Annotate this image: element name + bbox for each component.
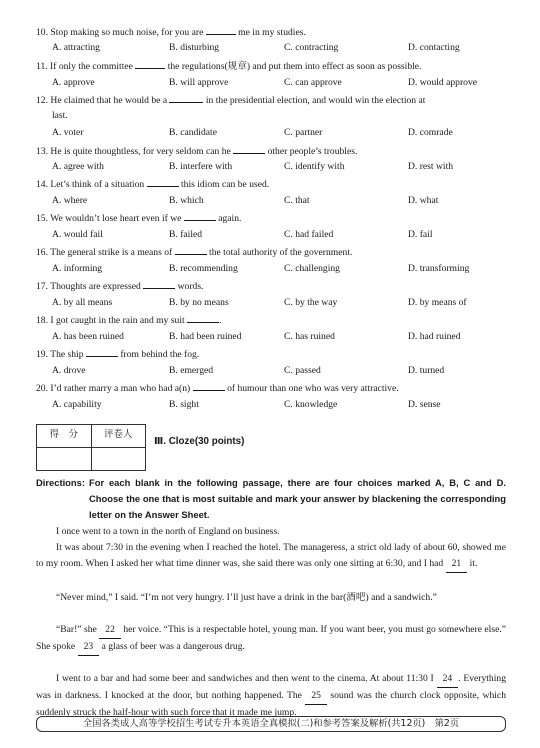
options-19 [52,365,522,377]
paragraph-text: I once went to a town in the north of England on business. [56,526,280,537]
question-20 [36,382,514,395]
directions [36,475,506,523]
question-text: 11. If only the committee [36,61,133,72]
passage-paragraph [36,590,506,606]
option-b: B. which [169,195,204,206]
passage-paragraph [36,524,506,540]
option-a: A. by all means [52,297,113,308]
question-text: 14. Let’s think of a situation [36,179,145,190]
paragraph-text: . Everything was in darkness. I knocked at the door, but nothing happened. The [36,673,506,701]
question-text: 10. Stop making so much noise, for you are [36,27,204,38]
options-10 [52,42,522,54]
paragraph-text: a glass of beer was a dangerous drug. [101,641,245,652]
question-16 [36,246,514,259]
answer-blank [135,60,165,69]
question-text: the regulations(规章) and put them into effect as soon as possible. [167,61,422,72]
option-c: C. that [284,195,310,206]
option-d: D. transforming [408,263,470,274]
options-11 [52,77,522,89]
answer-blank [175,246,207,255]
paragraph-text: her voice. “This is a respectable hotel, young man. If you want beer, you must go somewhere else.” She spoke [36,624,506,652]
question-text: this idiom can be used. [181,179,270,190]
option-a: A. informing [52,263,103,274]
answer-blank [233,145,265,154]
option-a: A. drove [52,365,86,376]
question-text: 19. The ship [36,349,84,360]
options-18 [52,331,522,343]
option-c: C. identify with [284,161,345,172]
paragraph-text: “Bar!” she [56,624,97,635]
option-a: A. approve [52,77,95,88]
answer-blank [86,348,118,357]
paragraph-text: sound was the church clock opposite, which suddenly struck the half-hour with such force that it made me jump. [36,690,506,718]
passage-paragraph [36,540,506,573]
option-c: C. knowledge [284,399,338,410]
option-a: A. attracting [52,42,100,53]
options-20 [52,399,522,411]
page-footer: 全国各类成人高等学校招生考试专升本英语全真模拟(二)和参考答案及解析(共12页) 第2页 [36,716,506,732]
option-b: B. candidate [169,127,217,138]
question-text: 12. He claimed that he would be a [36,95,168,106]
score-table [36,424,146,471]
answer-blank [193,382,225,391]
section-title: Ⅲ. Cloze(30 points) [154,436,245,447]
question-text: 16. The general strike is a means of [36,247,173,258]
option-d: D. had ruined [408,331,461,342]
option-b: B. by no means [169,297,229,308]
option-d: D. turned [408,365,445,376]
answer-blank [184,212,216,221]
options-14 [52,195,522,207]
directions-label: Directions: [36,477,85,488]
question-text: me in my studies. [238,27,306,38]
option-d: D. would approve [408,77,478,88]
question-13 [36,145,514,158]
answer-blank [143,280,175,289]
answer-blank [187,314,219,323]
passage-paragraph [36,671,506,721]
question-17 [36,280,514,293]
blank-number: 22 [99,622,121,639]
blank-number: 24 [437,671,459,688]
options-12 [52,127,522,139]
option-a: A. agree with [52,161,104,172]
question-19 [36,348,514,361]
option-a: A. capability [52,399,102,410]
question-text: in the presidential election, and would win the election at [205,95,426,106]
question-text: last. [52,110,68,121]
directions-text: For each blank in the following passage, there are four choices marked A, B, C and D. Choose the one that is most suitable and mark your answer by blackening the corresponding letter on the Answer Sheet. [89,477,506,520]
question-12 [36,94,514,107]
option-d: D. what [408,195,439,206]
option-c: C. by the way [284,297,338,308]
option-c: C. can approve [284,77,342,88]
question-text: from behind the fog. [120,349,200,360]
question-text: 13. He is quite thoughtless, for very seldom can he [36,146,231,157]
options-15 [52,229,522,241]
option-b: B. will approve [169,77,229,88]
options-17 [52,297,522,309]
question-10 [36,26,514,39]
question-12-continued [52,110,530,122]
option-d: D. fail [408,229,433,240]
paragraph-text: It was about 7:30 in the evening when I reached the hotel. The manageress, a strict old lady of about 60, showed me to my room. When I asked her what time dinner was, she said there was only one sitting at 6:30, and I had [36,542,506,569]
option-b: B. failed [169,229,203,240]
score-cell [37,448,92,471]
question-text: of humour than one who was very attractive. [227,383,399,394]
option-c: C. had failed [284,229,334,240]
answer-blank [169,94,203,103]
paragraph-text: I went to a bar and had some beer and sandwiches and then went to the cinema. At about 11:30 I [56,673,434,684]
option-a: A. where [52,195,88,206]
option-d: D. comrade [408,127,453,138]
option-d: D. by means of [408,297,467,308]
answer-blank [206,26,236,35]
paragraph-text: “Never mind,” I said. “I’m not very hungry. I’ll just have a drink in the bar(酒吧) and a sandwich.” [56,592,437,603]
question-text: . [219,315,222,326]
question-11 [36,60,514,73]
question-text: 15. We wouldn’t lose heart even if we [36,213,182,224]
option-c: C. passed [284,365,321,376]
option-c: C. partner [284,127,323,138]
blank-number: 25 [305,688,327,705]
options-13 [52,161,522,173]
option-c: C. challenging [284,263,340,274]
option-b: B. disturbing [169,42,220,53]
options-16 [52,263,522,275]
question-text: again. [218,213,242,224]
answer-blank [147,178,179,187]
question-text: words. [177,281,204,292]
passage-paragraph [36,622,506,656]
question-15 [36,212,514,225]
blank-number: 23 [78,639,100,656]
question-text: 18. I got caught in the rain and my suit [36,315,185,326]
option-a: A. voter [52,127,84,138]
option-c: C. has ruined [284,331,335,342]
option-c: C. contracting [284,42,339,53]
paragraph-text: it. [469,558,478,569]
option-b: B. had been ruined [169,331,242,342]
option-d: D. sense [408,399,441,410]
score-header: 得 分 [37,425,92,448]
option-d: D. rest with [408,161,454,172]
question-text: 20. I’d rather marry a man who had a(n) [36,383,191,394]
question-text: other people’s troubles. [267,146,358,157]
question-14 [36,178,514,191]
question-18 [36,314,514,327]
question-text: 17. Thoughts are expressed [36,281,141,292]
option-b: B. emerged [169,365,214,376]
blank-number: 21 [446,556,468,573]
option-b: B. recommending [169,263,238,274]
question-text: the total authority of the government. [209,247,353,258]
option-b: B. interfere with [169,161,233,172]
reviewer-cell [91,448,146,471]
option-a: A. would fail [52,229,103,240]
option-a: A. has been ruined [52,331,124,342]
option-d: D. contacting [408,42,460,53]
option-b: B. sight [169,399,199,410]
reviewer-header: 评卷人 [91,425,146,448]
